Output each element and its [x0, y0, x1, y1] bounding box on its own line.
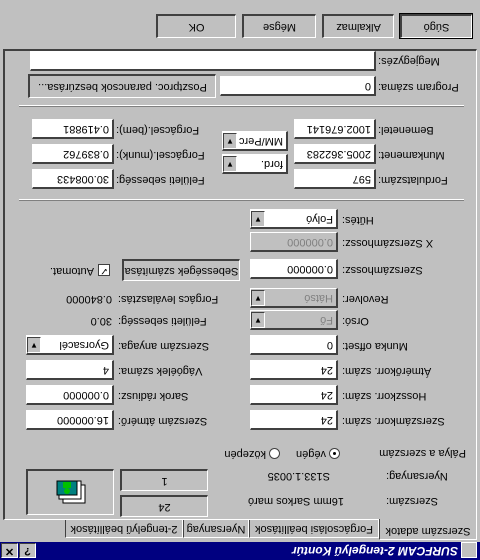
tool-length-field[interactable]: 0.000000: [250, 259, 338, 279]
flutes-field[interactable]: 4: [26, 360, 114, 380]
comment-label: Megjegyzés:: [378, 55, 440, 67]
chevron-down-icon[interactable]: ▼: [251, 290, 265, 306]
turret-value: Hátsó: [304, 292, 333, 304]
spindle-speed-label: Fordulatszám:: [378, 174, 448, 186]
work-offset-field[interactable]: 0: [250, 335, 338, 355]
apply-button[interactable]: Alkalmaz: [322, 14, 394, 38]
surface-speed-calc-field[interactable]: 30.008433: [32, 169, 114, 189]
comment-field[interactable]: [30, 51, 376, 71]
tool-material-label: Szerszám anyaga:: [118, 340, 210, 352]
turret-select[interactable]: [250, 288, 338, 308]
tool-length-label: Szerszámhossz:: [342, 264, 423, 276]
plunge-per-tooth-label: Forgácsel.(bem):: [116, 124, 200, 136]
separator: [19, 105, 464, 107]
select-tool-button[interactable]: 24: [120, 495, 208, 517]
ok-button[interactable]: OK: [156, 14, 236, 38]
work-offset-label: Munka offset:: [342, 340, 408, 352]
feed-unit-select[interactable]: [222, 131, 288, 151]
chevron-down-icon[interactable]: ▼: [223, 133, 237, 149]
spindle-select[interactable]: [250, 310, 338, 330]
chevron-down-icon[interactable]: ▼: [251, 211, 265, 227]
radio-center-label: közepén: [224, 448, 266, 460]
plunge-rate-label: Bemenetel:: [378, 124, 434, 136]
tool-diameter-field[interactable]: 16.000000: [26, 410, 114, 430]
corner-radius-label: Sarok rádiusz:: [118, 390, 189, 402]
feed-rate-label: Munkamenet:: [378, 149, 445, 161]
rpm-unit-value: ford.: [260, 158, 283, 170]
length-number-label: Hosszkorr. szám:: [342, 390, 427, 402]
tool-label: Szerszám:: [386, 495, 438, 507]
turret-label: Revolver:: [342, 293, 389, 305]
diameter-number-label: Átmérőkorr. szám:: [342, 365, 432, 377]
chip-load-value: 0.840000: [66, 293, 112, 305]
tab-strip: [3, 520, 477, 540]
auto-checkbox[interactable]: ✓: [99, 265, 109, 276]
plunge-rate-field[interactable]: 1002.676141: [294, 119, 376, 139]
help-icon[interactable]: ?: [19, 543, 36, 558]
tool-data-panel: [3, 49, 477, 520]
app-icon: [461, 542, 477, 558]
tool-number-label: Szerszámkorr. szám:: [342, 415, 445, 427]
calc-speeds-button[interactable]: Sebességek számítása: [122, 259, 240, 281]
tool-diameter-label: Szerszám átmérő:: [118, 415, 208, 427]
spindle-speed-field[interactable]: 597: [294, 169, 376, 189]
spindle-value: Fő: [320, 314, 333, 326]
tab-2axis-settings[interactable]: 2-tengelyű beállítások: [65, 520, 183, 538]
corner-radius-field[interactable]: 0.000000: [26, 385, 114, 405]
feed-per-tooth-field[interactable]: 0.839762: [32, 144, 114, 164]
x-tool-length-field[interactable]: 0.000000: [250, 232, 338, 252]
radio-tip[interactable]: [329, 448, 340, 459]
cooling-value: Folyó: [306, 213, 333, 225]
x-tool-length-label: X Szerszámhossz:: [342, 237, 434, 249]
plunge-per-tooth-field[interactable]: 0.419881: [32, 119, 114, 139]
title-bar: [0, 542, 480, 560]
diameter-number-field[interactable]: 24: [250, 360, 338, 380]
tool-number-field[interactable]: 24: [250, 410, 338, 430]
length-number-field[interactable]: 24: [250, 385, 338, 405]
program-number-label: Program száma:: [378, 81, 459, 93]
auto-label: Automat.: [49, 265, 94, 277]
chip-load-label: Forgács leválasztás:: [118, 293, 219, 305]
cancel-button[interactable]: Mégse: [242, 14, 316, 38]
insert-post-commands-button[interactable]: Posztproc. parancsok beszúrása...: [28, 74, 216, 98]
surface-speed-calc-label: Felületi sebesség:: [116, 174, 205, 186]
tab-stock[interactable]: Nyersanyag: [183, 520, 249, 538]
tool-value: 16mm Sarkos maró: [248, 495, 344, 507]
cooling-select[interactable]: [250, 209, 338, 229]
select-material-button[interactable]: 1: [120, 469, 208, 491]
dialog-buttons: [0, 0, 480, 50]
path-label: Pálya a szerszám: [379, 447, 466, 459]
tab-cutting-settings[interactable]: Forgácsolási beállítások: [249, 520, 379, 538]
separator: [19, 199, 464, 201]
feed-rate-field[interactable]: 2005.362283: [294, 144, 376, 164]
spindle-label: Orsó:: [342, 315, 369, 327]
radio-tip-label: végén: [296, 448, 326, 460]
tool-material-select[interactable]: [26, 335, 114, 355]
window-title: SURFCAM 2-tengelyű Kontúr: [292, 544, 458, 558]
material-label: Nyersanyag:: [386, 470, 448, 482]
close-icon[interactable]: ✕: [1, 543, 18, 558]
chevron-down-icon[interactable]: ▼: [27, 337, 41, 353]
chevron-down-icon[interactable]: ▼: [251, 312, 265, 328]
program-number-field[interactable]: 0: [220, 76, 376, 96]
radio-center[interactable]: [269, 448, 280, 459]
chevron-down-icon[interactable]: ▼: [223, 156, 237, 172]
material-value: S133.1.0035: [267, 470, 330, 482]
surface-speed-value: 30.0: [90, 315, 112, 327]
feed-per-tooth-label: Forgácsel.(munk):: [116, 149, 205, 161]
feed-unit-value: MM/Perc: [239, 135, 283, 147]
tab-tool-data[interactable]: Szerszám adatok: [379, 519, 477, 540]
flutes-label: Vágóélek száma:: [118, 365, 203, 377]
tool-library-icon: [54, 477, 88, 507]
tool-material-value: Gyorsacél: [59, 339, 109, 351]
help-button[interactable]: Súgó: [400, 14, 472, 38]
tool-preview-button[interactable]: [26, 469, 114, 515]
rpm-unit-select[interactable]: [222, 154, 288, 174]
cooling-label: Hűtés:: [342, 214, 374, 226]
surface-speed-label: Felületi sebesség:: [118, 315, 207, 327]
